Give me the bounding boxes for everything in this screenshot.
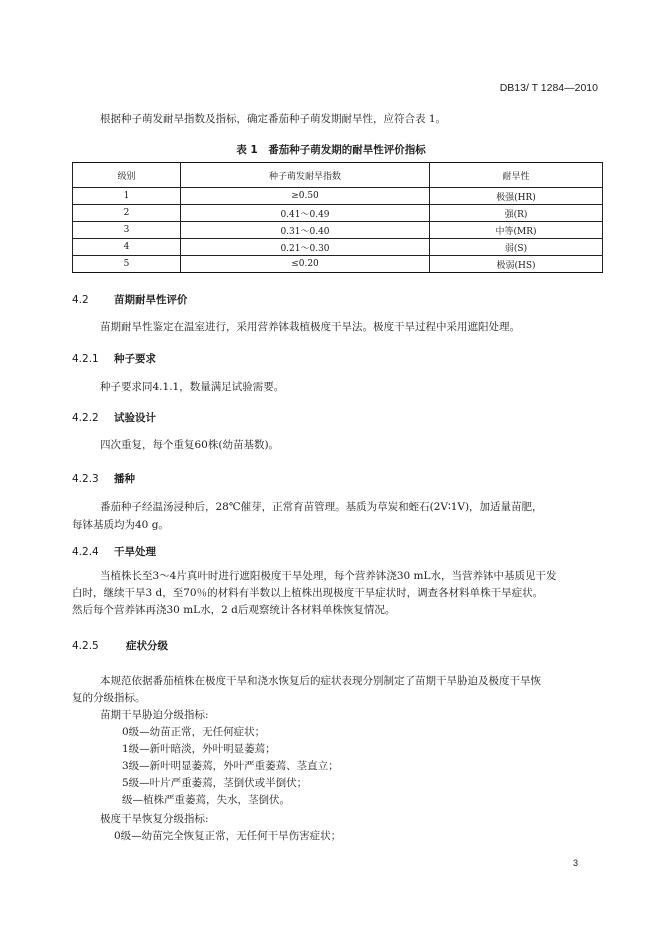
table-row xyxy=(73,222,603,239)
section-number: 4.2.4 xyxy=(72,546,99,558)
section-text-4-2: 苗期耐旱性鉴定在温室进行，采用营养钵栽植极度干旱法。极度干旱过程中采用遮阳处理。 xyxy=(100,321,520,333)
drought-index-table xyxy=(72,162,603,273)
recovery-grading-title: 极度干旱恢复分级指标: xyxy=(100,813,209,825)
table-row xyxy=(73,256,603,273)
list-item: 1级—新叶暗淡，外叶明显萎蔫； xyxy=(122,743,276,755)
cell-grade: 1 xyxy=(73,188,181,205)
section-text-4-2-3-line1: 番茄种子经温汤浸种后，28℃催芽，正常育苗管理。基质为草炭和蛭石(2V∶1V)，加适量苗肥， xyxy=(100,501,543,513)
list-item: 级—植株严重萎蔫，失水，茎倒伏。 xyxy=(122,794,290,806)
section-number: 4.2.3 xyxy=(72,473,99,485)
section-text-4-2-4-line1: 当植株长至3～4片真叶时进行遮阳极度干旱处理，每个营养钵浇30 mL水，当营养钵中基质见干发 xyxy=(100,570,557,582)
header-index: 种子萌发耐旱指数 xyxy=(181,163,430,188)
section-text-4-2-3-line2: 每钵基质均为40 g。 xyxy=(72,519,169,531)
table-row xyxy=(73,188,603,205)
cell-tolerance: 强(R) xyxy=(430,205,603,222)
section-number: 4.2.5 xyxy=(72,640,99,652)
section-text-4-2-4-line2: 白时，继续干旱3 d，至70％的材料有半数以上植株出现极度干旱症状时，调查各材料单株干旱症状。 xyxy=(72,587,544,599)
list-item: 0级—幼苗完全恢复正常，无任何干旱伤害症状； xyxy=(114,830,342,842)
cell-grade: 3 xyxy=(73,222,181,239)
section-text-4-2-5-line1: 本规范依据番茄植株在极度干旱和浇水恢复后的症状表现分别制定了苗期干旱胁迫及极度干旱恢 xyxy=(100,675,541,687)
cell-index: ≤0.20 xyxy=(181,256,430,273)
section-heading-4-2-2 xyxy=(72,410,156,425)
list-item: 3级—新叶明显萎蔫，外叶严重萎蔫、茎直立； xyxy=(122,760,339,772)
cell-tolerance: 极强(HR) xyxy=(430,188,603,205)
cell-grade: 2 xyxy=(73,205,181,222)
cell-tolerance: 极弱(HS) xyxy=(430,256,603,273)
section-heading-4-2-5 xyxy=(72,638,168,653)
table-row xyxy=(73,239,603,256)
cell-tolerance: 中等(MR) xyxy=(430,222,603,239)
cell-index: ≥0.50 xyxy=(181,188,430,205)
section-title: 症状分级 xyxy=(126,640,168,652)
section-text-4-2-2: 四次重复，每个重复60株(幼苗基数)。 xyxy=(100,439,280,451)
table-header-row xyxy=(73,163,603,188)
section-number: 4.2.1 xyxy=(72,353,99,365)
section-heading-4-2-4 xyxy=(72,544,156,559)
table-row xyxy=(73,205,603,222)
section-heading-4-2 xyxy=(72,292,188,307)
section-heading-4-2-3 xyxy=(72,471,135,486)
cell-tolerance: 弱(S) xyxy=(430,239,603,256)
section-title: 播种 xyxy=(114,473,135,485)
section-title: 种子要求 xyxy=(114,353,156,365)
page-number: 3 xyxy=(572,858,578,868)
cell-index: 0.21～0.30 xyxy=(181,239,430,256)
cell-index: 0.31～0.40 xyxy=(181,222,430,239)
header-grade: 级别 xyxy=(73,163,181,188)
list-item: 0级—幼苗正常，无任何症状； xyxy=(122,726,266,738)
section-text-4-2-1: 种子要求同4.1.1，数量满足试验需要。 xyxy=(100,381,285,393)
section-number: 4.2.2 xyxy=(72,412,99,424)
intro-text: 根据种子萌发耐旱指数及指标，确定番茄种子萌发期耐旱性，应符合表 1。 xyxy=(100,113,447,125)
stress-grading-title: 苗期干旱胁迫分级指标: xyxy=(100,709,209,721)
section-title: 苗期耐旱性评价 xyxy=(114,294,188,306)
list-item: 5级—叶片严重萎蔫，茎倒伏或半倒伏； xyxy=(122,777,308,789)
section-text-4-2-5-line2: 复的分级指标。 xyxy=(72,692,146,704)
section-heading-4-2-1 xyxy=(72,351,156,366)
cell-grade: 5 xyxy=(73,256,181,273)
section-title: 试验设计 xyxy=(114,412,156,424)
section-text-4-2-4-line3: 然后每个营养钵再浇30 mL水，2 d后观察统计各材料单株恢复情况。 xyxy=(72,604,396,616)
section-title: 干旱处理 xyxy=(114,546,156,558)
section-number: 4.2 xyxy=(72,294,89,306)
cell-index: 0.41～0.49 xyxy=(181,205,430,222)
cell-grade: 4 xyxy=(73,239,181,256)
document-code: DB13/ T 1284—2010 xyxy=(499,82,598,94)
header-tolerance: 耐旱性 xyxy=(430,163,603,188)
table-caption: 表 1 番茄种子萌发期的耐旱性评价指标 xyxy=(236,144,426,156)
